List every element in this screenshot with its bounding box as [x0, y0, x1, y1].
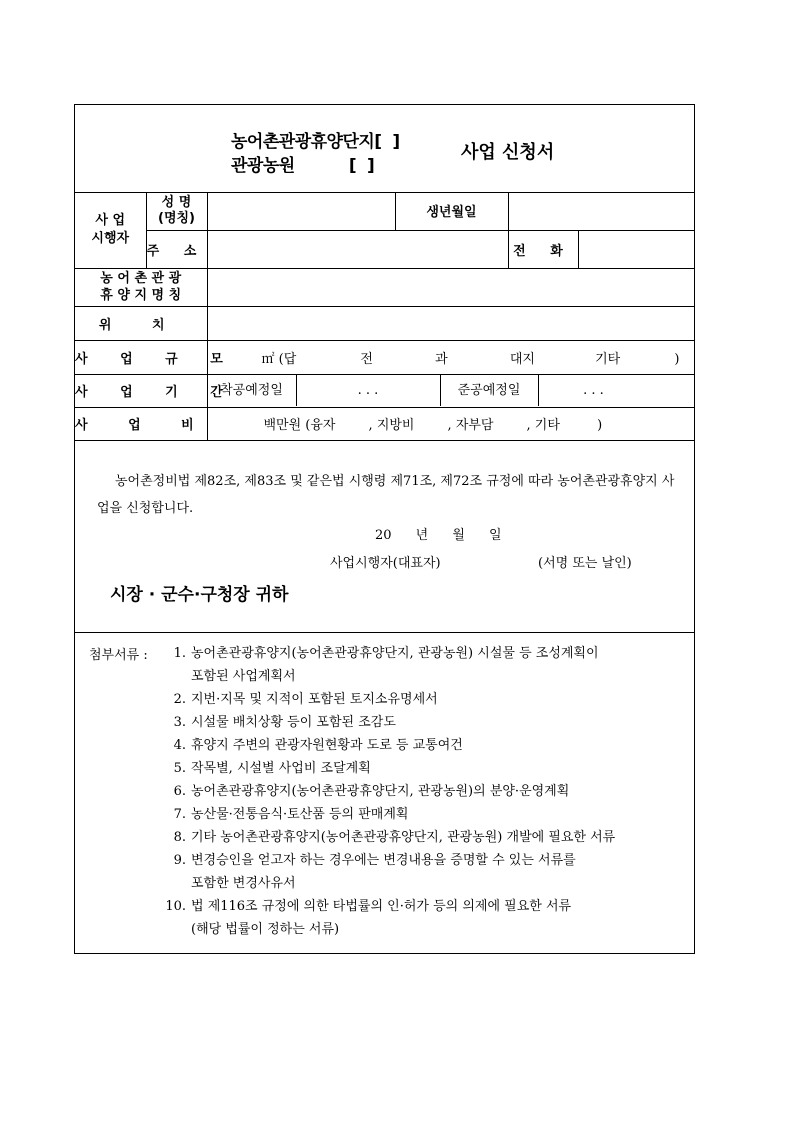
scale-close: )	[674, 351, 680, 367]
end-date-label: 준공예정일	[441, 375, 539, 406]
complex-name-label: 농 어 촌 관 광 휴 양 지 명 칭	[75, 268, 207, 306]
complex-name-field[interactable]	[207, 268, 694, 306]
birth-label: 생년월일	[395, 192, 508, 230]
application-table	[75, 192, 694, 441]
attachment-number: 4.	[173, 738, 186, 753]
phone-label: 전 화	[508, 230, 578, 268]
name-field[interactable]	[207, 192, 395, 230]
seal-label: (서명 또는 날인)	[538, 556, 632, 571]
attachment-number: 7.	[173, 807, 186, 822]
attachment-text: 법 제116조 규정에 의한 타법률의 인·허가 등의 의제에 필요한 서류	[191, 899, 572, 914]
attachment-number: 1.	[173, 646, 186, 661]
attachment-text: 농어촌관광휴양지(농어촌관광휴양단지, 관광농원) 시설물 등 조성계획이	[191, 646, 599, 661]
title-line-1: 농어촌관광휴양단지[ ]	[231, 132, 400, 152]
cost-field[interactable]: 백만원 (융자 , 지방비 , 자부담 , 기타 )	[207, 407, 694, 440]
attachment-text: 작목별, 시설별 사업비 조달계획	[191, 761, 371, 776]
name-label: 성 명 (명칭)	[146, 192, 207, 230]
declaration-block	[75, 444, 694, 633]
scale-orchard: 과	[435, 351, 448, 367]
attachment-number: 8.	[173, 830, 186, 845]
attachments-label: 첨부서류 :	[89, 648, 148, 663]
application-form	[74, 104, 695, 954]
period-label: 사 업 기 간	[75, 374, 207, 407]
attachment-text: 변경승인을 얻고자 하는 경우에는 변경내용을 증명할 수 있는 서류를	[191, 853, 576, 868]
title-block	[75, 105, 694, 193]
address-field[interactable]	[207, 230, 508, 268]
attachment-text: 지번·지목 및 지적이 포함된 토지소유명세서	[191, 692, 438, 707]
attachment-number: 6.	[173, 784, 186, 799]
start-date-label: 착공예정일	[208, 375, 297, 406]
declaration-text: 농어촌정비법 제82조, 제83조 및 같은법 시행령 제71조, 제72조 규정에 따라 농어촌관광휴양지 사업을 신청합니다.	[97, 474, 675, 516]
title-suffix: 사업 신청서	[461, 142, 555, 163]
attachment-number: 5.	[173, 761, 186, 776]
attachment-number: 3.	[173, 715, 186, 730]
birth-field[interactable]	[508, 192, 694, 230]
location-label: 위 치	[75, 306, 207, 340]
end-date-field[interactable]: . . .	[583, 383, 604, 398]
cost-label: 사 업 비	[75, 407, 207, 440]
attachments-block: 첨부서류 : 1. 농어촌관광휴양지(농어촌관광휴양단지, 관광농원) 시설물 등 조성계획이 포함된 사업계획서 2. 지번·지목 및 지적이 포함된 토지소유명세서 3. 시설물 배치상황 등이 포함된 조감도 4. 휴양지 주변의 관광자원현황과 도로 등 교통여건 5. 작목별, 시설별 사업비 조달계획 6. 농어촌관광휴양지(농어촌관광휴양단지, 관광농원)의 분양·운영계획 7. 농산물·전통음식·토산품 등의 판매계획 8. 기타 농어촌관광휴양지(농어촌관광휴양단지, 관광농원) 개발에 필요한 서류 9. 변경승인을 얻고자 하는 경우에는 변경내용을 증명할 수 있는 서류를 포함한 변경사유서 10. 법 제116조 규정에 의한 타법률의 인·허가 등의 의제에 필요한 서류 (해당 법률이 정하는 서류)	[75, 632, 694, 953]
applicant-label: 사 업 시행자	[75, 192, 146, 268]
scale-label: 사 업 규 모	[75, 340, 207, 374]
start-date-field[interactable]: . . .	[297, 375, 441, 406]
scale-lot: 대지	[509, 351, 535, 367]
attachment-text: 기타 농어촌관광휴양지(농어촌관광휴양단지, 관광농원) 개발에 필요한 서류	[191, 830, 616, 845]
phone-field[interactable]	[578, 230, 694, 268]
scale-other: 기타	[595, 351, 621, 367]
location-field[interactable]	[207, 306, 694, 340]
scale-field[interactable]	[207, 340, 694, 374]
date-line: 20 년 월 일	[375, 528, 502, 543]
title-line-2: 관광농원 [ ]	[231, 156, 375, 176]
attachment-text: 휴양지 주변의 관광자원현황과 도로 등 교통여건	[191, 738, 463, 753]
attachment-text: 농산물·전통음식·토산품 등의 판매계획	[191, 807, 409, 822]
signer-label: 사업시행자(대표자)	[330, 556, 441, 571]
attachment-number: 9.	[173, 853, 186, 868]
attachment-number: 2.	[173, 692, 186, 707]
scale-unit: ㎡ (답	[261, 351, 297, 367]
period-field	[207, 374, 694, 407]
attachment-text: 농어촌관광휴양지(농어촌관광휴양단지, 관광농원)의 분양·운영계획	[191, 784, 570, 799]
attachment-number: 10.	[165, 899, 186, 914]
address-label: 주 소	[146, 230, 207, 268]
attachment-text: 시설물 배치상황 등이 포함된 조감도	[191, 715, 396, 730]
scale-field-type: 전	[360, 351, 373, 367]
addressee: 시장 · 군수·구청장 귀하	[110, 585, 289, 605]
